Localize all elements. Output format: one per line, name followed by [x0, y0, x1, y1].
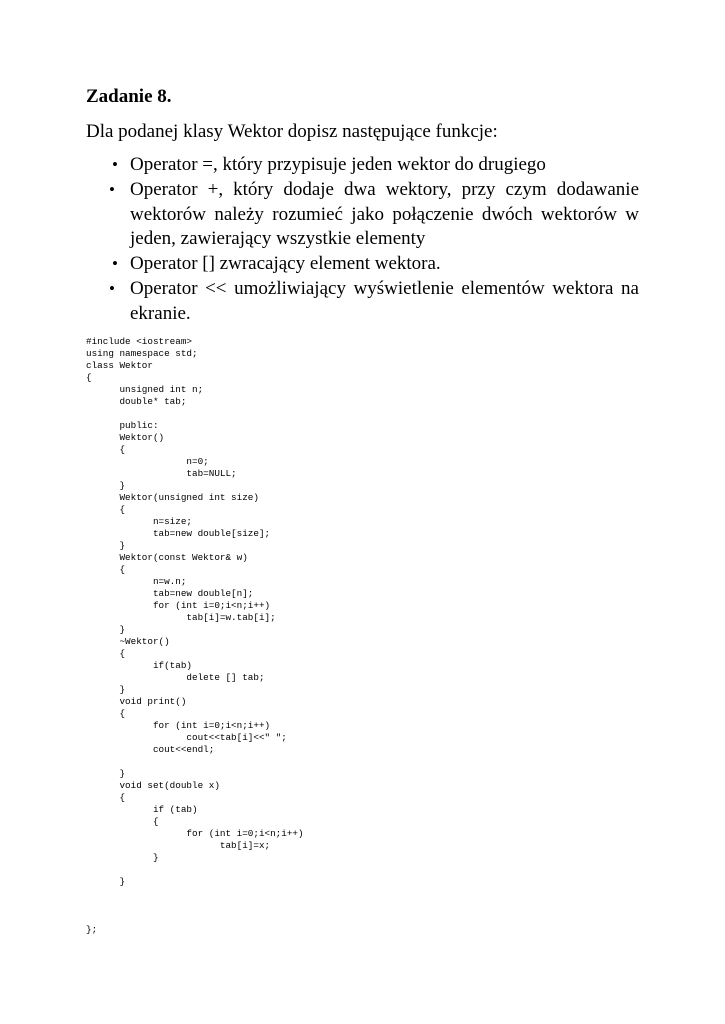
code-line: for (int i=0;i<n;i++): [86, 828, 304, 839]
code-line: {: [86, 444, 126, 455]
code-line: tab=NULL;: [86, 468, 237, 479]
code-line: #include <iostream>: [86, 336, 193, 347]
code-line: {: [86, 792, 126, 803]
code-line: }: [86, 480, 126, 491]
code-line: for (int i=0;i<n;i++): [86, 600, 271, 611]
code-line: {: [86, 708, 126, 719]
code-listing: [86, 336, 304, 936]
code-line: for (int i=0;i<n;i++): [86, 720, 271, 731]
code-line: unsigned int n;: [86, 384, 204, 395]
requirements-list: [86, 153, 639, 327]
code-line: }: [86, 540, 126, 551]
code-line: Wektor(const Wektor& w): [86, 552, 248, 563]
code-line: n=size;: [86, 516, 193, 527]
bullet-icon: •: [112, 254, 118, 273]
code-line: tab=new double[size];: [86, 528, 271, 539]
bullet-icon: •: [112, 155, 118, 174]
code-line: delete [] tab;: [86, 672, 265, 683]
code-line: [86, 912, 304, 924]
code-line: Wektor(unsigned int size): [86, 492, 259, 503]
code-line: [86, 408, 304, 420]
code-line: void print(): [86, 696, 187, 707]
code-line: if (tab): [86, 804, 198, 815]
code-line: tab=new double[n];: [86, 588, 254, 599]
requirement-item-index-operator: [86, 252, 639, 277]
code-line: {: [86, 648, 126, 659]
code-line: {: [86, 372, 92, 383]
code-line: double* tab;: [86, 396, 187, 407]
code-line: }: [86, 852, 159, 863]
bullet-icon: •: [109, 279, 115, 298]
code-line: [86, 900, 304, 912]
code-line: cout<<endl;: [86, 744, 215, 755]
requirement-text: Operator +, który dodaje dwa wektory, przy czym dodawanie wektorów należy rozumieć jako połączenie dwóch wektorów w jeden, zawierający wszystkie elementy: [130, 179, 639, 249]
task-intro: Dla podanej klasy Wektor dopisz następujące funkcje:: [86, 121, 498, 142]
code-line: void set(double x): [86, 780, 220, 791]
code-line: [86, 756, 304, 768]
code-line: tab[i]=w.tab[i];: [86, 612, 276, 623]
code-line: };: [86, 924, 98, 935]
code-line: [86, 864, 304, 876]
code-line: }: [86, 768, 126, 779]
code-line: class Wektor: [86, 360, 153, 371]
code-line: cout<<tab[i]<<" ";: [86, 732, 287, 743]
requirement-text: Operator [] zwracający element wektora.: [130, 253, 441, 274]
requirement-text: Operator =, który przypisuje jeden wektor do drugiego: [130, 154, 546, 175]
code-line: tab[i]=x;: [86, 840, 271, 851]
code-line: ~Wektor(): [86, 636, 170, 647]
code-line: {: [86, 504, 126, 515]
code-line: using namespace std;: [86, 348, 198, 359]
code-line: n=0;: [86, 456, 209, 467]
requirement-item-plus-operator: [86, 178, 639, 252]
code-line: }: [86, 624, 126, 635]
requirement-item-output-operator: [86, 277, 639, 326]
code-line: {: [86, 816, 159, 827]
requirement-text: Operator << umożliwiający wyświetlenie elementów wektora na ekranie.: [130, 278, 639, 324]
bullet-icon: •: [109, 180, 115, 199]
requirement-item-assignment-operator: [86, 153, 639, 178]
code-line: public:: [86, 420, 159, 431]
code-line: }: [86, 876, 126, 887]
code-line: if(tab): [86, 660, 193, 671]
code-line: [86, 888, 304, 900]
task-heading: Zadanie 8.: [86, 86, 172, 107]
code-line: n=w.n;: [86, 576, 187, 587]
code-line: }: [86, 684, 126, 695]
code-line: {: [86, 564, 126, 575]
code-line: Wektor(): [86, 432, 165, 443]
